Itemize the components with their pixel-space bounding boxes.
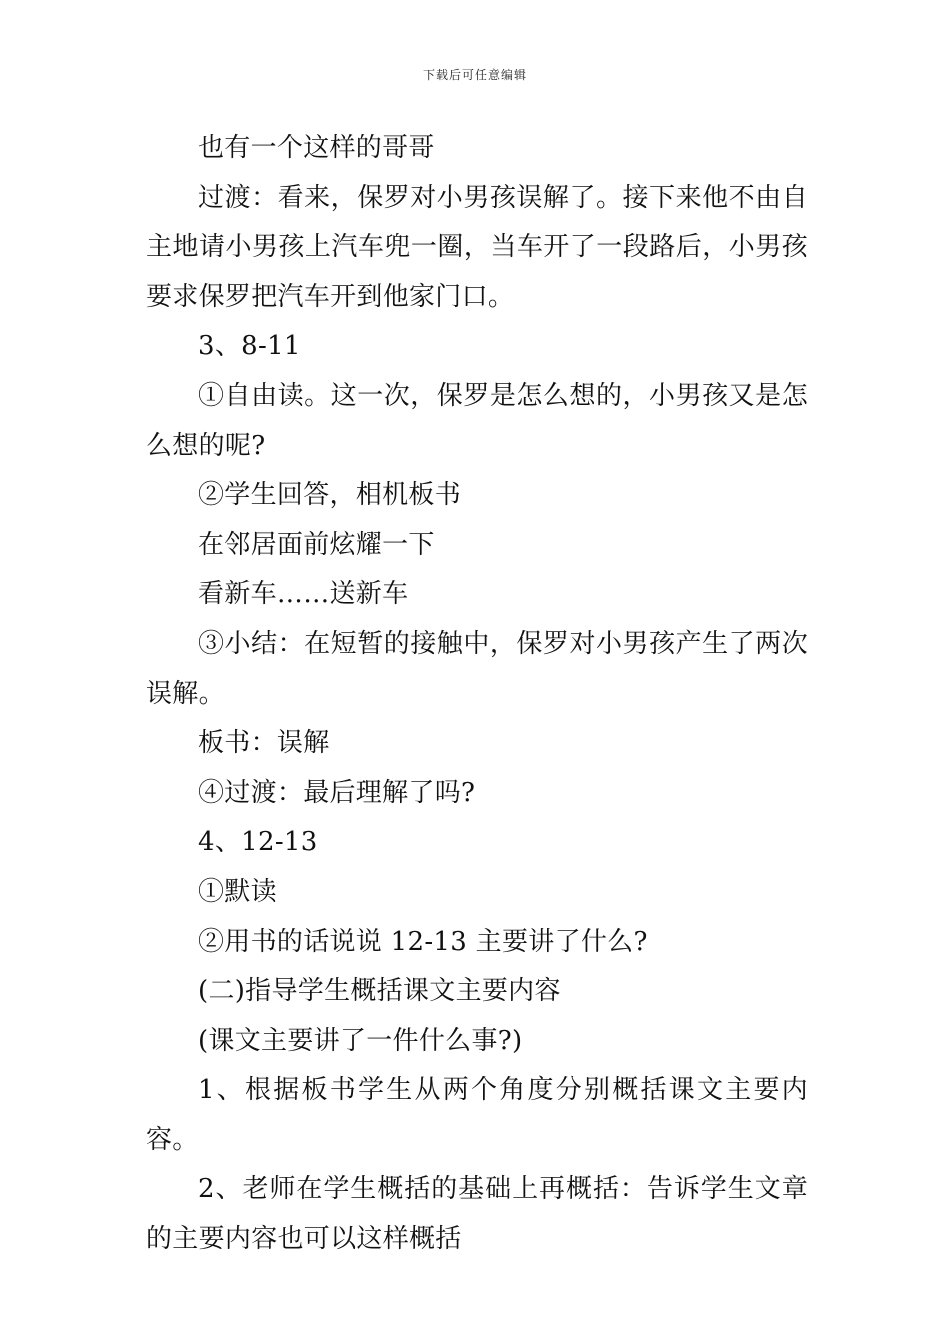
paragraph: ①默读	[198, 876, 277, 907]
paragraph: (课文主要讲了一件什么事?)	[198, 1025, 523, 1056]
paragraph: ③小结：在短暂的接触中，保罗对小男孩产生了两次误解。	[146, 628, 808, 709]
board-note: 看新车……送新车	[198, 579, 409, 610]
paragraph: ①自由读。这一次，保罗是怎么想的，小男孩又是怎么想的呢?	[146, 380, 808, 461]
section-number: 3、8-11	[198, 331, 301, 362]
paragraph: 1、根据板书学生从两个角度分别概括课文主要内容。	[146, 1075, 808, 1155]
page-header-note: 下载后可任意编辑	[422, 68, 527, 82]
paragraph: 也有一个这样的哥哥	[198, 133, 435, 163]
paragraph: ②用书的话说说 12-13 主要讲了什么?	[198, 926, 648, 957]
section-heading: (二)指导学生概括课文主要内容	[198, 976, 561, 1007]
paragraph: 过渡：看来，保罗对小男孩误解了。接下来他不由自主地请小男孩上汽车兜一圈，当车开了一段路后，小男孩要求保罗把汽车开到他家门口。	[146, 182, 808, 312]
board-note: 板书：误解	[198, 728, 330, 759]
document-body	[146, 124, 808, 1265]
paragraph: ④过渡：最后理解了吗?	[198, 777, 476, 808]
paragraph: 2、老师在学生概括的基础上再概括：告诉学生文章的主要内容也可以这样概括	[146, 1174, 808, 1255]
section-number: 4、12-13	[198, 827, 318, 858]
paragraph: ②学生回答，相机板书	[198, 480, 462, 511]
board-note: 在邻居面前炫耀一下	[198, 529, 435, 560]
